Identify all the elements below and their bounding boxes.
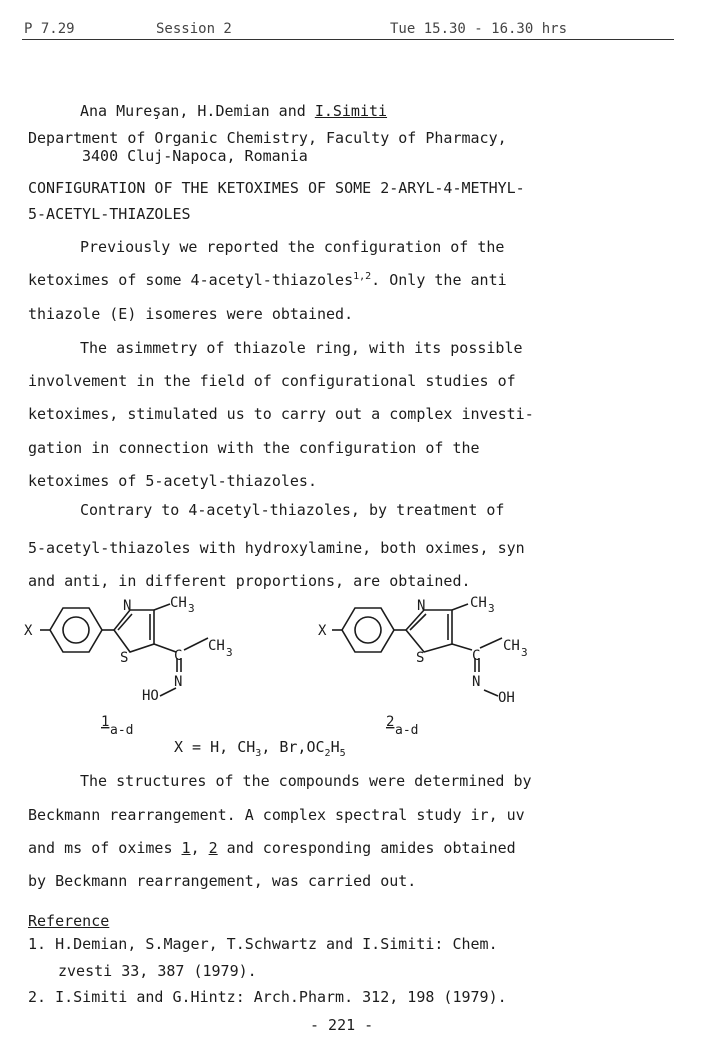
title-line-2: 5-ACETYL-THIAZOLES [28,205,191,223]
para3-line-1: Contrary to 4-acetyl-thiazoles, by treatment of [80,501,505,519]
para2-line-5: ketoximes of 5-acetyl-thiazoles. [28,472,317,490]
para1-line-2-text: ketoximes of some 4-acetyl-thiazoles [28,271,354,289]
s1-ring-ch3: CH [170,595,187,611]
compound-1-number: 1 [101,714,110,730]
para4-line-3 [28,839,516,857]
presenting-author: I.Simiti [314,102,388,120]
substituent-sub-2: 2 [324,748,331,759]
para2-line-4: gation in connection with the configuration of the [28,439,480,457]
para4-line-2: Beckmann rearrangement. A complex spectral study ir, uv [28,806,525,824]
compound-2-suffix: a-d [395,723,419,738]
session-label: Session 2 [156,21,232,37]
s1-methyl: CH [208,638,225,654]
s1-n-atom: N [123,598,132,614]
substituent-middle: , Br,OC [261,738,325,756]
s1-methyl-sub: 3 [226,646,233,659]
para1-line-2 [28,271,507,289]
affiliation-line-1: Department of Organic Chemistry, Faculty of Pharmacy, [28,129,507,147]
para4-line-3-text: and ms of oximes [28,839,182,857]
substituent-h: H [330,738,340,756]
para1-line-1: Previously we reported the configuration of the [80,238,505,256]
title-line-1: CONFIGURATION OF THE KETOXIMES OF SOME 2-ARYL-4-METHYL- [28,179,525,197]
session-time: Tue 15.30 - 16.30 hrs [390,21,568,37]
para1-line-2-end: . Only the anti [371,271,507,289]
s1-s-atom: S [120,650,129,666]
para4-line-4: by Beckmann rearrangement, was carried out. [28,872,417,890]
s1-oxime-n: N [174,674,183,690]
substituent-sub-3: 5 [339,748,346,759]
para4-line-1: The structures of the compounds were determined by [80,772,532,790]
compound-2-number: 2 [386,714,395,730]
para2-line-1: The asimmetry of thiazole ring, with its possible [80,339,523,357]
s2-x-label: X [318,623,327,639]
reference-1-line-2: zvesti 33, 387 (1979). [58,962,257,980]
session-header [22,21,674,40]
page-number: - 221 - [310,1016,374,1034]
para1-line-3: thiazole (E) isomeres were obtained. [28,305,354,323]
references-heading: Reference [28,912,110,930]
compound-1-suffix: a-d [110,723,134,738]
para4-line-3-end: and coresponding amides obtained [217,839,516,857]
compound-ref-2: 2 [208,839,218,857]
affiliation-line-2: 3400 Cluj-Napoca, Romania [82,147,308,165]
s1-hydroxyl: HO [142,688,159,704]
s2-methyl-sub: 3 [521,646,528,659]
reference-1-line-1: 1. H.Demian, S.Mager, T.Schwartz and I.Simiti: Chem. [28,935,498,953]
s1-x-label: X [24,623,33,639]
citation-superscript: 1,2 [353,271,372,282]
para3-line-2: 5-acetyl-thiazoles with hydroxylamine, both oximes, syn [28,539,525,557]
substituent-definition [174,738,346,759]
s2-methyl: CH [503,638,520,654]
s2-ring-ch3-sub: 3 [488,602,495,615]
s2-n-atom: N [417,598,426,614]
page-code: P 7.29 [24,21,75,37]
s2-ring-ch3: CH [470,595,487,611]
s2-s-atom: S [416,650,425,666]
para4-line-3-sep: , [190,839,209,857]
para3-line-3: and anti, in different proportions, are obtained. [28,572,471,590]
s2-c-atom: C [472,648,481,664]
compound-ref-1: 1 [181,839,191,857]
s2-hydroxyl: OH [498,690,515,706]
substituent-sub-1: 3 [255,748,262,759]
authors [80,102,387,120]
para2-line-3: ketoximes, stimulated us to carry out a complex investi- [28,405,534,423]
reference-2: 2. I.Simiti and G.Hintz: Arch.Pharm. 312, 198 (1979). [28,988,507,1006]
s2-oxime-n: N [472,674,481,690]
s1-ring-ch3-sub: 3 [188,602,195,615]
authors-list: Ana Mureşan, H.Demian and [80,102,315,120]
substituent-prefix: X = H, CH [174,738,256,756]
s1-c-atom: C [174,648,183,664]
para2-line-2: involvement in the field of configurational studies of [28,372,516,390]
